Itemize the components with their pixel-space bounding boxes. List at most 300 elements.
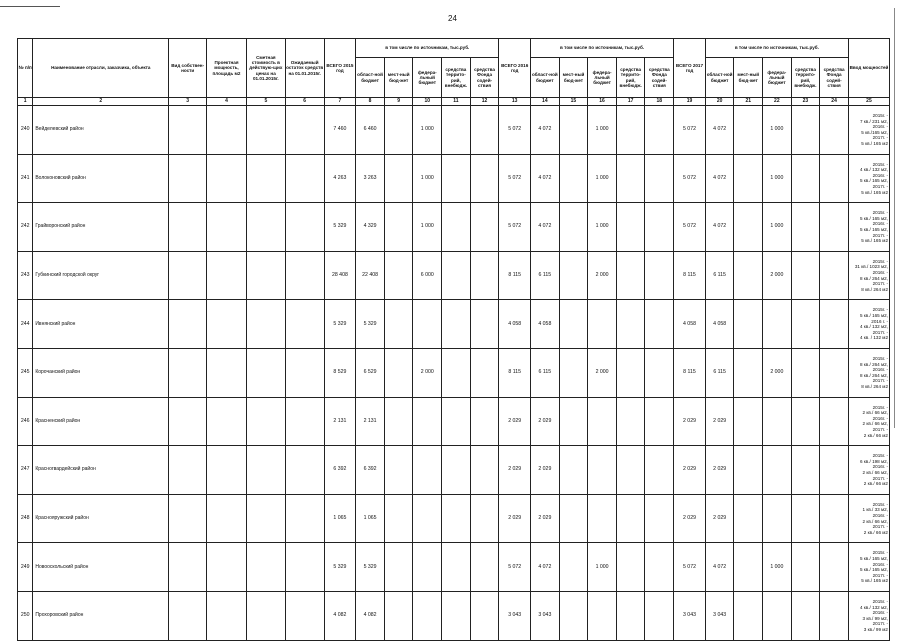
regional-2017: 4 058 bbox=[705, 300, 734, 349]
federal-2016 bbox=[588, 397, 617, 446]
federal-2017: 1 000 bbox=[763, 154, 792, 203]
federal-2015 bbox=[413, 591, 442, 640]
capacity-line: 2 кв./ 66 м2, bbox=[862, 410, 888, 416]
capacity-line: 2017г. - bbox=[872, 281, 888, 287]
table-row bbox=[18, 397, 890, 446]
capacity-input bbox=[848, 591, 889, 640]
fund-2016 bbox=[645, 543, 674, 592]
territorial-2015 bbox=[442, 446, 471, 495]
remaining-funds bbox=[285, 203, 324, 252]
capacity-line: 4 кв./ 132 м2, bbox=[859, 324, 888, 330]
local-2017 bbox=[734, 543, 763, 592]
local-2015 bbox=[384, 446, 413, 495]
federal-2015 bbox=[413, 494, 442, 543]
regional-2017: 4 072 bbox=[705, 154, 734, 203]
fund-2016 bbox=[645, 348, 674, 397]
local-2016 bbox=[559, 300, 588, 349]
local-2017 bbox=[734, 154, 763, 203]
column-number: 13 bbox=[499, 98, 531, 106]
row-number: 247 bbox=[18, 446, 33, 495]
district-name: Красногвардейский район bbox=[33, 446, 169, 495]
capacity-line: 5 кв./ 165 м2, bbox=[859, 226, 888, 232]
remaining-funds bbox=[285, 251, 324, 300]
capacity-input bbox=[848, 543, 889, 592]
federal-2017 bbox=[763, 494, 792, 543]
capacity-line: 8 кв./ 264 м2, bbox=[859, 372, 888, 378]
ownership-type bbox=[169, 446, 207, 495]
header-fund-2017: средства Фонда содей-ствия bbox=[820, 58, 849, 98]
district-name: Вейделевский район bbox=[33, 106, 169, 155]
ownership-type bbox=[169, 251, 207, 300]
table-row bbox=[18, 348, 890, 397]
federal-2017 bbox=[763, 300, 792, 349]
estimated-cost bbox=[246, 494, 285, 543]
regional-2015: 6 392 bbox=[356, 446, 385, 495]
total-2016: 2 029 bbox=[499, 494, 531, 543]
estimated-cost bbox=[246, 446, 285, 495]
territorial-2017 bbox=[791, 543, 820, 592]
federal-2017: 2 000 bbox=[763, 251, 792, 300]
territorial-2017 bbox=[791, 251, 820, 300]
territorial-2017 bbox=[791, 591, 820, 640]
federal-2016: 1 000 bbox=[588, 106, 617, 155]
capacity-line: 2017г. - bbox=[872, 621, 888, 627]
total-2016: 8 115 bbox=[499, 251, 531, 300]
header-input: Ввод мощностей bbox=[848, 39, 889, 98]
district-name: Корочанский район bbox=[33, 348, 169, 397]
territorial-2015 bbox=[442, 203, 471, 252]
district-name: Красненский район bbox=[33, 397, 169, 446]
federal-2016: 2 000 bbox=[588, 348, 617, 397]
capacity-line: 2017г. - bbox=[872, 329, 888, 335]
capacity-line: 1 кв./ 33 м2, bbox=[862, 507, 888, 513]
header-local-2016: мест-ный бюд-жет bbox=[559, 58, 588, 98]
local-2015 bbox=[384, 300, 413, 349]
capacity-line: 2016г. - bbox=[872, 464, 888, 470]
territorial-2015 bbox=[442, 591, 471, 640]
header-regional-2017: област-ной бюджет bbox=[705, 58, 734, 98]
fund-2017 bbox=[820, 591, 849, 640]
regional-2015: 6 460 bbox=[356, 106, 385, 155]
table-row bbox=[18, 591, 890, 640]
column-number: 7 bbox=[324, 98, 356, 106]
fund-2015 bbox=[470, 251, 499, 300]
total-2015: 6 392 bbox=[324, 446, 356, 495]
capacity-line: 5 кв./ 165 м2, bbox=[859, 567, 888, 573]
total-2015: 1 065 bbox=[324, 494, 356, 543]
regional-2015: 2 131 bbox=[356, 397, 385, 446]
estimated-cost bbox=[246, 106, 285, 155]
capacity-line: 2 кв./ 66 м2, bbox=[862, 469, 888, 475]
regional-2015: 5 329 bbox=[356, 543, 385, 592]
regional-2016: 6 115 bbox=[531, 251, 560, 300]
regional-2016: 4 072 bbox=[531, 154, 560, 203]
capacity-line: 8 кв./ 264 м2, bbox=[859, 275, 888, 281]
fund-2017 bbox=[820, 446, 849, 495]
header-type: Вид собствен-ности bbox=[169, 39, 207, 98]
column-number: 25 bbox=[848, 98, 889, 106]
estimated-cost bbox=[246, 251, 285, 300]
capacity-input bbox=[848, 397, 889, 446]
regional-2017: 2 029 bbox=[705, 397, 734, 446]
regional-2017: 2 029 bbox=[705, 446, 734, 495]
estimated-cost bbox=[246, 348, 285, 397]
fund-2017 bbox=[820, 106, 849, 155]
local-2016 bbox=[559, 251, 588, 300]
territorial-2016 bbox=[616, 203, 645, 252]
fund-2016 bbox=[645, 397, 674, 446]
district-name: Новооскольский район bbox=[33, 543, 169, 592]
column-number: 18 bbox=[645, 98, 674, 106]
column-number: 10 bbox=[413, 98, 442, 106]
design-capacity bbox=[207, 397, 247, 446]
territorial-2017 bbox=[791, 397, 820, 446]
remaining-funds bbox=[285, 591, 324, 640]
ownership-type bbox=[169, 106, 207, 155]
column-number: 1 bbox=[18, 98, 33, 106]
federal-2015: 1 000 bbox=[413, 154, 442, 203]
regional-2016: 3 043 bbox=[531, 591, 560, 640]
capacity-line: 2016 г. - bbox=[871, 318, 888, 324]
column-number: 4 bbox=[207, 98, 247, 106]
total-2015: 28 408 bbox=[324, 251, 356, 300]
fund-2015 bbox=[470, 397, 499, 446]
fund-2017 bbox=[820, 154, 849, 203]
fund-2016 bbox=[645, 591, 674, 640]
capacity-line: 2017г. - bbox=[872, 183, 888, 189]
remaining-funds bbox=[285, 543, 324, 592]
territorial-2017 bbox=[791, 446, 820, 495]
territorial-2016 bbox=[616, 300, 645, 349]
capacity-line: 4 кв./ 132 м2, bbox=[859, 604, 888, 610]
local-2017 bbox=[734, 300, 763, 349]
header-federal-2017: федера-льный бюджет bbox=[763, 58, 792, 98]
column-number: 2 bbox=[33, 98, 169, 106]
local-2015 bbox=[384, 348, 413, 397]
capacity-line: 5 кв./ 165 м2 bbox=[861, 578, 888, 584]
federal-2016 bbox=[588, 300, 617, 349]
capacity-line: 2017г. - bbox=[872, 135, 888, 141]
total-2017: 5 072 bbox=[674, 154, 706, 203]
total-2016: 5 072 bbox=[499, 203, 531, 252]
regional-2015: 22 408 bbox=[356, 251, 385, 300]
total-2017: 2 029 bbox=[674, 446, 706, 495]
design-capacity bbox=[207, 446, 247, 495]
header-sources-2015: в том числе по источникам, тыс.руб. bbox=[356, 39, 499, 58]
header-name: Наименование отрасли, заказчика, объекта bbox=[33, 39, 169, 98]
total-2015: 2 131 bbox=[324, 397, 356, 446]
capacity-line: 2016г. - bbox=[872, 512, 888, 518]
regional-2017: 6 115 bbox=[705, 251, 734, 300]
row-number: 250 bbox=[18, 591, 33, 640]
row-number: 242 bbox=[18, 203, 33, 252]
column-number: 11 bbox=[442, 98, 471, 106]
regional-2016: 2 029 bbox=[531, 446, 560, 495]
capacity-line: 2015г. - bbox=[872, 453, 888, 459]
capacity-line: 7 кв./ 231 м2, bbox=[859, 118, 888, 124]
header-federal-2015: федера-льный бюджет bbox=[413, 58, 442, 98]
capacity-input bbox=[848, 154, 889, 203]
total-2017: 5 072 bbox=[674, 106, 706, 155]
ownership-type bbox=[169, 543, 207, 592]
territorial-2017 bbox=[791, 300, 820, 349]
federal-2016 bbox=[588, 446, 617, 495]
capacity-line: 2015г. - bbox=[872, 598, 888, 604]
local-2017 bbox=[734, 446, 763, 495]
territorial-2015 bbox=[442, 397, 471, 446]
ownership-type bbox=[169, 591, 207, 640]
capacity-line: 2016г. - bbox=[872, 415, 888, 421]
capacity-line: 5 кв./ 165 м2, bbox=[859, 178, 888, 184]
territorial-2017 bbox=[791, 154, 820, 203]
column-number: 14 bbox=[531, 98, 560, 106]
capacity-line: 2016г. - bbox=[872, 367, 888, 373]
local-2017 bbox=[734, 397, 763, 446]
scan-edge-right bbox=[894, 8, 901, 428]
design-capacity bbox=[207, 251, 247, 300]
capacity-line: 2016г. - bbox=[872, 124, 888, 130]
territorial-2015 bbox=[442, 494, 471, 543]
capacity-line: 2016г. - bbox=[872, 269, 888, 275]
design-capacity bbox=[207, 348, 247, 397]
federal-2015: 1 000 bbox=[413, 106, 442, 155]
territorial-2015 bbox=[442, 251, 471, 300]
table-row bbox=[18, 494, 890, 543]
header-local-2017: мест-ный бюд-жет bbox=[734, 58, 763, 98]
regional-2017: 4 072 bbox=[705, 203, 734, 252]
total-2016: 5 072 bbox=[499, 543, 531, 592]
territorial-2015 bbox=[442, 154, 471, 203]
capacity-line: 2015г. - bbox=[872, 550, 888, 556]
district-name: Ивнянский район bbox=[33, 300, 169, 349]
capacity-line: 31 кв./ 1023 м2, bbox=[854, 264, 888, 270]
design-capacity bbox=[207, 203, 247, 252]
territorial-2016 bbox=[616, 591, 645, 640]
row-number: 246 bbox=[18, 397, 33, 446]
local-2016 bbox=[559, 154, 588, 203]
capacity-input bbox=[848, 251, 889, 300]
column-number: 12 bbox=[470, 98, 499, 106]
local-2016 bbox=[559, 397, 588, 446]
remaining-funds bbox=[285, 106, 324, 155]
federal-2016: 1 000 bbox=[588, 154, 617, 203]
capacity-line: 2017г. - bbox=[872, 378, 888, 384]
territorial-2016 bbox=[616, 251, 645, 300]
territorial-2015 bbox=[442, 106, 471, 155]
fund-2015 bbox=[470, 446, 499, 495]
design-capacity bbox=[207, 106, 247, 155]
header-territorial-2017: средства террито-рий, внебюдж. bbox=[791, 58, 820, 98]
territorial-2016 bbox=[616, 494, 645, 543]
fund-2015 bbox=[470, 300, 499, 349]
header-regional-2016: област-ной бюджет bbox=[531, 58, 560, 98]
fund-2016 bbox=[645, 446, 674, 495]
regional-2016: 4 072 bbox=[531, 543, 560, 592]
column-number: 17 bbox=[616, 98, 645, 106]
federal-2017: 1 000 bbox=[763, 203, 792, 252]
header-cost: Сметная стоимость в действую-щих ценах на 01.01.2015г. bbox=[246, 39, 285, 98]
header-remaining: Ожидаемый остаток средств на 01.01.2015г. bbox=[285, 39, 324, 98]
header-territorial-2015: средства террито-рий, внебюдж. bbox=[442, 58, 471, 98]
header-no: № п/п bbox=[18, 39, 33, 98]
capacity-line: 2 кв./ 66 м2 bbox=[863, 481, 888, 487]
row-number: 245 bbox=[18, 348, 33, 397]
ownership-type bbox=[169, 300, 207, 349]
local-2017 bbox=[734, 203, 763, 252]
table-row bbox=[18, 106, 890, 155]
column-number: 3 bbox=[169, 98, 207, 106]
design-capacity bbox=[207, 494, 247, 543]
regional-2015: 4 329 bbox=[356, 203, 385, 252]
total-2017: 8 115 bbox=[674, 251, 706, 300]
capacity-line: 8 кв./ 264 м2, bbox=[859, 361, 888, 367]
local-2017 bbox=[734, 591, 763, 640]
capacity-line: 8 кв./ 264 м2 bbox=[861, 286, 888, 292]
federal-2015: 6 000 bbox=[413, 251, 442, 300]
row-number: 249 bbox=[18, 543, 33, 592]
regional-2016: 2 029 bbox=[531, 494, 560, 543]
estimated-cost bbox=[246, 300, 285, 349]
header-territorial-2016: средства террито-рий, внебюдж. bbox=[616, 58, 645, 98]
territorial-2016 bbox=[616, 543, 645, 592]
total-2016: 4 058 bbox=[499, 300, 531, 349]
total-2017: 2 029 bbox=[674, 397, 706, 446]
scan-edge-line bbox=[0, 6, 60, 7]
regional-2015: 5 329 bbox=[356, 300, 385, 349]
federal-2016 bbox=[588, 494, 617, 543]
total-2016: 5 072 bbox=[499, 106, 531, 155]
table-row bbox=[18, 300, 890, 349]
row-number: 240 bbox=[18, 106, 33, 155]
capacity-line: 2017г. - bbox=[872, 572, 888, 578]
header-total-2015: ВСЕГО 2015 год bbox=[324, 39, 356, 98]
territorial-2016 bbox=[616, 446, 645, 495]
total-2016: 2 029 bbox=[499, 397, 531, 446]
district-name: Волоконовский район bbox=[33, 154, 169, 203]
fund-2017 bbox=[820, 300, 849, 349]
estimated-cost bbox=[246, 397, 285, 446]
capacity-input bbox=[848, 106, 889, 155]
district-name: Губкинский городской округ bbox=[33, 251, 169, 300]
total-2015: 8 529 bbox=[324, 348, 356, 397]
capacity-line: 3 кв./ 99 м2 bbox=[863, 626, 888, 632]
fund-2015 bbox=[470, 154, 499, 203]
capacity-input bbox=[848, 348, 889, 397]
fund-2015 bbox=[470, 494, 499, 543]
capacity-line: 2 кв./ 66 м2 bbox=[863, 529, 888, 535]
local-2016 bbox=[559, 106, 588, 155]
remaining-funds bbox=[285, 446, 324, 495]
capacity-input bbox=[848, 300, 889, 349]
federal-2015: 1 000 bbox=[413, 203, 442, 252]
fund-2015 bbox=[470, 543, 499, 592]
fund-2017 bbox=[820, 251, 849, 300]
federal-2015 bbox=[413, 446, 442, 495]
capacity-line: 5 кв./ 165 м2 bbox=[861, 189, 888, 195]
capacity-line: 2 кв./ 66 м2, bbox=[862, 421, 888, 427]
territorial-2015 bbox=[442, 300, 471, 349]
regional-2017: 4 072 bbox=[705, 106, 734, 155]
capacity-line: 2015г. - bbox=[872, 161, 888, 167]
capacity-line: 4 кв./ 132 м2, bbox=[859, 167, 888, 173]
total-2015: 4 263 bbox=[324, 154, 356, 203]
regional-2016: 4 072 bbox=[531, 106, 560, 155]
local-2015 bbox=[384, 106, 413, 155]
header-sources-2016: в том числе по источникам, тыс.руб. bbox=[531, 39, 674, 58]
capacity-line: 2017г. - bbox=[872, 524, 888, 530]
total-2016: 8 115 bbox=[499, 348, 531, 397]
capacity-line: 2015г. - bbox=[872, 258, 888, 264]
estimated-cost bbox=[246, 543, 285, 592]
table-row bbox=[18, 154, 890, 203]
row-number: 248 bbox=[18, 494, 33, 543]
regional-2016: 6 115 bbox=[531, 348, 560, 397]
fund-2015 bbox=[470, 106, 499, 155]
capacity-line: 2016г. - bbox=[872, 221, 888, 227]
local-2015 bbox=[384, 397, 413, 446]
page-number: 24 bbox=[448, 14, 457, 23]
regional-2017: 6 115 bbox=[705, 348, 734, 397]
column-number: 9 bbox=[384, 98, 413, 106]
capacity-line: 2017г. - bbox=[872, 475, 888, 481]
total-2017: 5 072 bbox=[674, 203, 706, 252]
capacity-line: 2016г. - bbox=[872, 561, 888, 567]
federal-2016: 2 000 bbox=[588, 251, 617, 300]
capacity-line: 5 кв./ 165 м2 bbox=[861, 140, 888, 146]
federal-2017 bbox=[763, 446, 792, 495]
design-capacity bbox=[207, 543, 247, 592]
capacity-line: 2 кв./ 66 м2 bbox=[863, 432, 888, 438]
column-number: 16 bbox=[588, 98, 617, 106]
territorial-2017 bbox=[791, 203, 820, 252]
column-number: 20 bbox=[705, 98, 734, 106]
header-fund-2015: средства Фонда содей-ствия bbox=[470, 58, 499, 98]
header-total-2016: ВСЕГО 2016 год bbox=[499, 39, 531, 98]
territorial-2016 bbox=[616, 348, 645, 397]
header-sources-2017: в том числе по источникам, тыс.руб. bbox=[705, 39, 848, 58]
regional-2016: 2 029 bbox=[531, 397, 560, 446]
remaining-funds bbox=[285, 300, 324, 349]
row-number: 244 bbox=[18, 300, 33, 349]
total-2017: 2 029 bbox=[674, 494, 706, 543]
fund-2016 bbox=[645, 203, 674, 252]
column-number: 6 bbox=[285, 98, 324, 106]
capacity-line: 5 кв./ 165 м2 bbox=[861, 238, 888, 244]
estimated-cost bbox=[246, 154, 285, 203]
row-number: 243 bbox=[18, 251, 33, 300]
fund-2017 bbox=[820, 543, 849, 592]
territorial-2017 bbox=[791, 494, 820, 543]
regional-2016: 4 058 bbox=[531, 300, 560, 349]
total-2015: 4 082 bbox=[324, 591, 356, 640]
capacity-line: 6 кв./ 198 м2, bbox=[859, 458, 888, 464]
remaining-funds bbox=[285, 494, 324, 543]
capacity-line: 4 кв. / 132 м2 bbox=[859, 335, 888, 341]
column-number: 24 bbox=[820, 98, 849, 106]
capacity-line: 5 кв./165 м2, bbox=[861, 129, 888, 135]
header-local-2015: мест-ный бюд-жет bbox=[384, 58, 413, 98]
design-capacity bbox=[207, 300, 247, 349]
capacity-line: 8 кв./ 264 м2 bbox=[861, 383, 888, 389]
remaining-funds bbox=[285, 154, 324, 203]
territorial-2015 bbox=[442, 543, 471, 592]
total-2015: 5 329 bbox=[324, 300, 356, 349]
fund-2017 bbox=[820, 494, 849, 543]
local-2017 bbox=[734, 106, 763, 155]
capacity-line: 2016г. - bbox=[872, 610, 888, 616]
remaining-funds bbox=[285, 397, 324, 446]
regional-2017: 2 029 bbox=[705, 494, 734, 543]
